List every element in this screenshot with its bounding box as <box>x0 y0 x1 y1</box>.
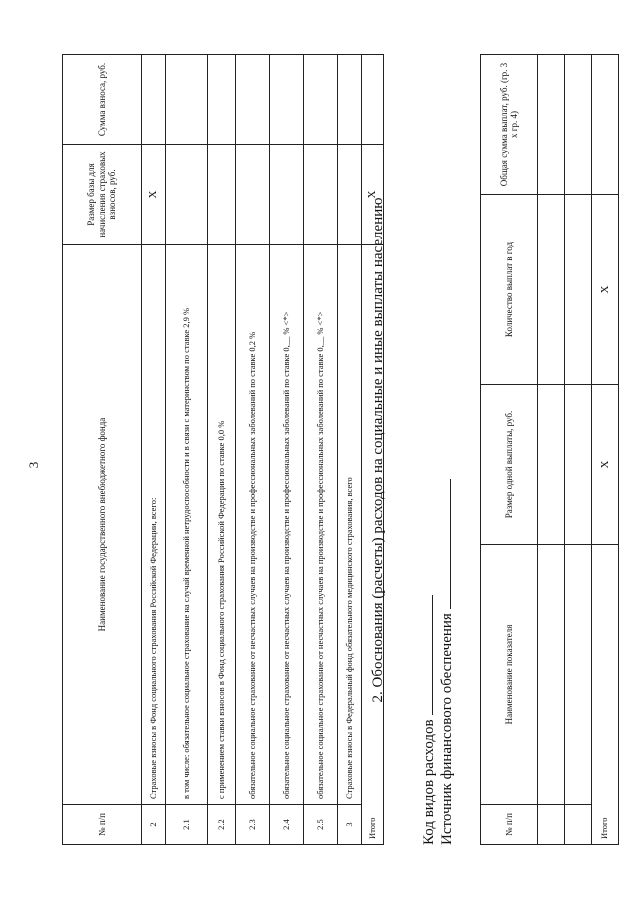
row-name: обязательное социальное страхование от несчастных случаев на производстве и профессиональных заболеваний по ставке 0,__ % <*> <box>304 245 338 805</box>
row-base <box>304 145 338 245</box>
funding-source-blank-line <box>438 479 451 609</box>
total-count: X <box>592 195 619 385</box>
table-row <box>304 55 338 845</box>
table-row <box>236 55 270 845</box>
row-base <box>270 145 304 245</box>
row-base: X <box>142 145 166 245</box>
table-row <box>270 55 304 845</box>
row-base <box>166 145 208 245</box>
expense-code-field <box>420 595 438 845</box>
total-label: Итого <box>362 245 384 845</box>
table-row <box>338 55 362 845</box>
col-header-name: Наименование государственного внебюджетного фонда <box>63 245 142 805</box>
row-total <box>538 55 565 195</box>
row-name <box>565 545 592 805</box>
row-num: 2.3 <box>236 805 270 845</box>
col-header-base: Размер базы для начисления страховых взносов, руб. <box>63 145 142 245</box>
total-base: X <box>362 145 384 245</box>
col-header-num: № п/п <box>481 805 538 845</box>
row-name: Страховые взносы в Федеральный фонд обязательного медицинского страхования, всего <box>338 245 362 805</box>
row-num <box>538 805 565 845</box>
table-row <box>166 55 208 845</box>
page-number: 3 <box>26 461 41 469</box>
row-name: с применением ставки взносов в Фонд социального страхования Российской Федерации по ставке 0,0 % <box>208 245 236 805</box>
row-sum <box>338 55 362 145</box>
row-size <box>565 385 592 545</box>
row-base <box>208 145 236 245</box>
table-row <box>142 55 166 845</box>
row-sum <box>270 55 304 145</box>
row-count <box>538 195 565 385</box>
row-total <box>565 55 592 195</box>
expense-code-label: Код видов расходов <box>421 719 437 845</box>
row-name: в том числе: обязательное социальное страхование на случай временной нетрудоспособности и в связи с материнством по ставке 2,9 % <box>166 245 208 805</box>
row-num <box>565 805 592 845</box>
row-num: 2 <box>142 805 166 845</box>
row-num: 2.4 <box>270 805 304 845</box>
table-header-row <box>481 55 538 845</box>
row-base <box>236 145 270 245</box>
section-2-title: 2. Обоснования (расчеты) расходов на социальные и иные выплаты населению <box>370 197 386 703</box>
row-sum <box>166 55 208 145</box>
row-num: 2.1 <box>166 805 208 845</box>
row-size <box>538 385 565 545</box>
table-total-row <box>592 55 619 845</box>
col-header-size: Размер одной выплаты, руб. <box>481 385 538 545</box>
row-num: 2.5 <box>304 805 338 845</box>
rotated-document-page <box>20 15 620 875</box>
row-name: обязательное социальное страхование от несчастных случаев на производстве и профессиональных заболеваний по ставке 0,2 % <box>236 245 270 805</box>
table-header-row <box>63 55 142 845</box>
row-base <box>338 145 362 245</box>
row-sum <box>236 55 270 145</box>
col-header-count: Количество выплат в год <box>481 195 538 385</box>
row-sum <box>208 55 236 145</box>
total-size: X <box>592 385 619 545</box>
row-num: 2.2 <box>208 805 236 845</box>
row-name: Страховые взносы в Фонд социального страхования Российской Федерации, всего: <box>142 245 166 805</box>
table-row <box>565 55 592 845</box>
row-sum <box>142 55 166 145</box>
col-header-sum: Сумма взноса, руб. <box>63 55 142 145</box>
row-name: обязательное социальное страхование от несчастных случаев на производстве и профессиональных заболеваний по ставке 0,__ % <*> <box>270 245 304 805</box>
insurance-contributions-table <box>62 54 384 845</box>
funding-source-label: Источник финансового обеспечения <box>439 613 455 845</box>
col-header-total: Общая сумма выплат, руб. (гр. 3 x гр. 4) <box>481 55 538 195</box>
col-header-name: Наименование показателя <box>481 545 538 805</box>
funding-source-field <box>438 479 456 845</box>
social-payments-table <box>480 54 619 845</box>
table-row <box>208 55 236 845</box>
row-name <box>538 545 565 805</box>
table-row <box>538 55 565 845</box>
expense-code-blank-line <box>420 595 433 715</box>
total-total <box>592 55 619 195</box>
total-label: Итого <box>592 545 619 845</box>
row-count <box>565 195 592 385</box>
row-sum <box>304 55 338 145</box>
row-num: 3 <box>338 805 362 845</box>
col-header-num: № п/п <box>63 805 142 845</box>
